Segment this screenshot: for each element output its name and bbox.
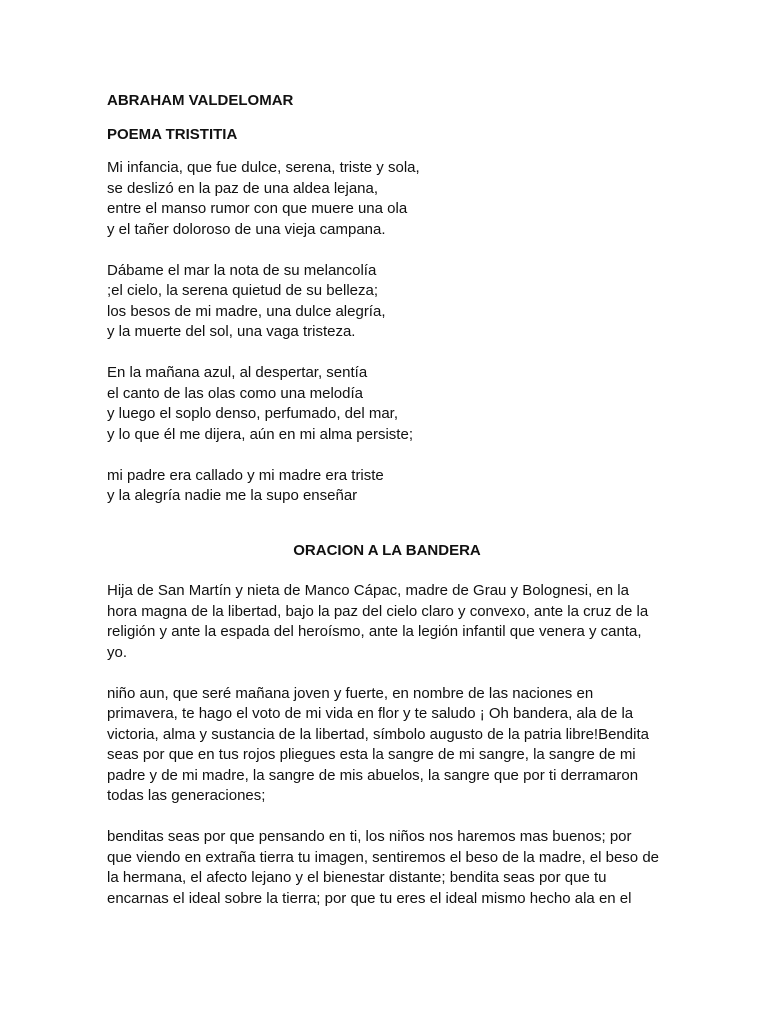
poem-line: Mi infancia, que fue dulce, serena, triste y sola, — [107, 159, 420, 176]
author-name: ABRAHAM VALDELOMAR — [107, 92, 294, 109]
prose-paragraph-3 — [107, 827, 667, 909]
poem-stanza-1 — [107, 158, 667, 240]
poem-line: y lo que él me dijera, aún en mi alma persiste; — [107, 425, 413, 443]
prose-line: todas las generaciones; — [107, 787, 266, 804]
prose-line: seas por que en tus rojos pliegues esta la sangre de mi sangre, la sangre de mi — [107, 746, 636, 763]
poem-stanza-3 — [107, 363, 667, 445]
poem-line: mi padre era callado y mi madre era triste — [107, 466, 384, 484]
prose-line: padre y de mi madre, la sangre de mis abuelos, la sangre que por ti derramaron — [107, 766, 639, 784]
section-title: ORACION A LA BANDERA — [293, 541, 481, 559]
prose-line: yo. — [107, 643, 128, 661]
prose-line: benditas seas por que pensando en ti, los niños nos haremos mas buenos; por — [107, 828, 632, 845]
poem-line: y luego el soplo denso, perfumado, del mar, — [107, 405, 399, 422]
poem-stanza-2 — [107, 261, 667, 343]
prose-paragraph-1 — [107, 581, 667, 663]
poem-line: y la alegría nadie me la supo enseñar — [107, 487, 358, 504]
poem-line: los besos de mi madre, una dulce alegría, — [107, 302, 386, 320]
poem-line: entre el manso rumor con que muere una ola — [107, 200, 408, 217]
prose-line: victoria, alma y sustancia de la libertad, símbolo augusto de la patria libre!Bendita — [107, 725, 649, 743]
poem-line: se deslizó en la paz de una aldea lejana, — [107, 179, 379, 197]
poem-line: En la mañana azul, al despertar, sentía — [107, 364, 368, 381]
prose-line: primavera, te hago el voto de mi vida en flor y te saludo ¡ Oh bandera, ala de la — [107, 705, 634, 722]
poem-stanza-4 — [107, 466, 667, 507]
poem-line: ;el cielo, la serena quietud de su belleza; — [107, 282, 379, 299]
prose-paragraph-2 — [107, 684, 667, 807]
prose-line: religión y ante la espada del heroísmo, ante la legión infantil que venera y canta, — [107, 623, 642, 640]
poem-title: POEMA TRISTITIA — [107, 125, 238, 143]
prose-line: niño aun, que seré mañana joven y fuerte, en nombre de las naciones en — [107, 684, 594, 702]
prose-line: hora magna de la libertad, bajo la paz del cielo claro y convexo, ante la cruz de la — [107, 602, 649, 620]
poem-line: y el tañer doloroso de una vieja campana. — [107, 220, 386, 238]
poem-line: el canto de las olas como una melodía — [107, 384, 363, 402]
document-body — [107, 91, 667, 930]
prose-line: Hija de San Martín y nieta de Manco Cápac, madre de Grau y Bolognesi, en la — [107, 582, 629, 599]
poem-line: y la muerte del sol, una vaga tristeza. — [107, 323, 356, 340]
poem-line: Dábame el mar la nota de su melancolía — [107, 261, 377, 279]
prose-line: encarnas el ideal sobre la tierra; por que tu eres el ideal mismo hecho ala en el — [107, 889, 632, 907]
prose-line: que viendo en extraña tierra tu imagen, sentiremos el beso de la madre, el beso de — [107, 848, 659, 866]
prose-line: la hermana, el afecto lejano y el bienestar distante; bendita seas por que tu — [107, 869, 607, 886]
